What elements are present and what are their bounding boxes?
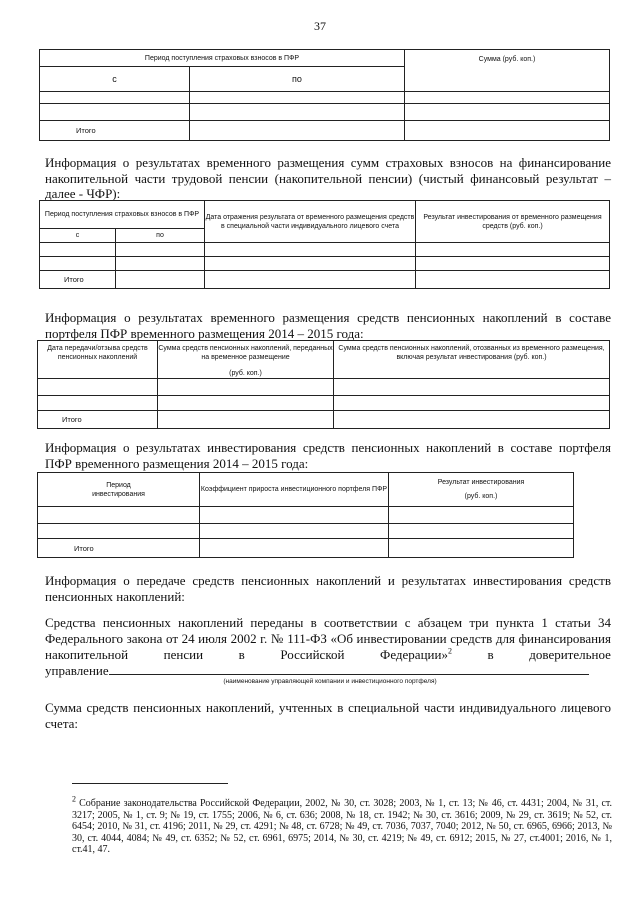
- section-heading-special-part-sum: Сумма средств пенсионных накоплений, учтенных в специальной части индивидуального лицевого счета:: [45, 700, 611, 731]
- table-row-total: [38, 411, 610, 429]
- total-label: Итого: [40, 271, 116, 289]
- header-period: Период поступления страховых взносов в ПФР: [40, 201, 205, 229]
- footnote: [72, 794, 612, 856]
- table-row-total: [40, 271, 610, 289]
- section-heading-investment-results: Информация о результатах инвестирования средств пенсионных накоплений в составе портфеля ПФР временного размещения 2014 – 2015 года:: [45, 440, 611, 471]
- footnote-ref: 2: [447, 646, 452, 656]
- header-from: с: [40, 67, 190, 92]
- header-period: Период поступления страховых взносов в ПФР: [40, 50, 405, 67]
- header-to: по: [116, 229, 205, 243]
- header-date: Дата отражения результата от временного размещения средств в специальной части индивидуального лицевого счета: [205, 201, 416, 243]
- word: Российской: [280, 647, 345, 662]
- table-row: [38, 507, 574, 524]
- transfer-paragraph-line-4: [45, 662, 611, 679]
- header-from: с: [40, 229, 116, 243]
- management-company-blank[interactable]: [109, 662, 589, 675]
- transfer-paragraph-line-3: [45, 647, 611, 663]
- word: управление: [45, 663, 109, 678]
- total-label: Итого: [38, 539, 200, 558]
- transfer-paragraph-line-1: Средства пенсионных накоплений переданы в соответствии с абзацем три пункта 1 статьи 34: [45, 615, 611, 630]
- word: в: [487, 647, 494, 662]
- header-result: Результат инвестирования от временного размещения средств (руб. коп.): [416, 201, 610, 243]
- word: пенсии: [163, 647, 204, 662]
- header-sum-text: Сумма средств пенсионных накоплений, переданных на временное размещение: [158, 345, 333, 361]
- law-name-end: [380, 647, 452, 663]
- header-sum-unit: (руб. коп.): [229, 370, 262, 377]
- header-withdrawn: Сумма средств пенсионных накоплений, отозванных из временного размещения, включая результат инвестирования (руб. коп.): [334, 341, 610, 379]
- investment-results-table: [37, 472, 574, 558]
- table-row: [40, 257, 610, 271]
- header-result-text: Результат инвестирования: [437, 479, 525, 486]
- contributions-period-table: [39, 49, 610, 141]
- footnote-marker: 2: [72, 794, 76, 804]
- footnote-text: Собрание законодательства Российской Федерации, 2002, № 30, ст. 3028; 2003, № 1, ст. 13; № 46, ст. 4431; 2004, № 31, ст. 3217; 2005, № 1, ст. 9; № 19, ст. 1755; 2006, № 6, ст. 636; 2008, № 18, ст. 1942; № 30, ст. 3616; 2009, № 29, ст. 3619; № 52, ст. 6454; 2010, № 31, ст. 4196; 2011, № 29, ст. 4291; № 48, ст. 6728; № 49, ст. 7036, 7037, 7040; 2012, № 50, ст. 6965, 6966; 2013, № 30, ст. 4044, 4084; № 49, ст. 6352; № 52, ст. 6961, 6975; 2014, № 30, ст. 4219; № 49, ст. 6912; 2015, № 27, ст.4001; 2016, № 1, ст.41, 47.: [72, 798, 612, 855]
- table-row: [38, 379, 610, 396]
- table-row: [40, 92, 610, 104]
- blank-caption: (наименование управляющей компании и инвестиционного портфеля): [223, 678, 437, 685]
- table-row-total: [40, 121, 610, 141]
- header-period: Период инвестирования: [38, 473, 200, 507]
- word: доверительное: [529, 647, 611, 662]
- word: в: [238, 647, 245, 662]
- transfer-paragraph-line-2: Федерального закона от 24 июля 2002 г. № 111-ФЗ «Об инвестировании средств для финансирования: [45, 631, 611, 646]
- total-label: Итого: [40, 121, 190, 141]
- word: Федерации»: [380, 647, 448, 662]
- table-row: [38, 524, 574, 539]
- table-row: [38, 396, 610, 411]
- table-row-total: [38, 539, 574, 558]
- total-label: Итого: [38, 411, 158, 429]
- section-heading-temporary-placement: Информация о результатах временного размещения средств пенсионных накоплений в составе портфеля ПФР временного размещения 2014 – 2015 года:: [45, 310, 611, 341]
- section-heading-chfr: Информация о результатах временного размещения сумм страховых взносов на финансирование накопительной части трудовой пенсии (накопительной пенсии) (чистый финансовый результат – далее - ЧФР):: [45, 155, 611, 201]
- header-coef: Коэффициент прироста инвестиционного портфеля ПФР: [200, 473, 389, 507]
- header-date: Дата передачи/отзыва средств пенсионных накоплений: [38, 341, 158, 379]
- section-heading-transfer: Информация о передаче средств пенсионных накоплений и результатах инвестирования средств пенсионных накоплений:: [45, 573, 611, 604]
- chfr-table: [39, 200, 610, 289]
- temporary-placement-table: [37, 340, 610, 429]
- word: накопительной: [45, 647, 129, 662]
- header-result-unit: (руб. коп.): [464, 493, 498, 500]
- header-sum: Сумма (руб. коп.): [405, 50, 610, 92]
- table-row: [40, 104, 610, 121]
- table-row: [40, 243, 610, 257]
- page-number: 37: [314, 19, 326, 33]
- header-sum: [158, 341, 334, 379]
- footnote-divider: [72, 783, 228, 784]
- header-to: по: [190, 67, 405, 92]
- header-result: [389, 473, 574, 507]
